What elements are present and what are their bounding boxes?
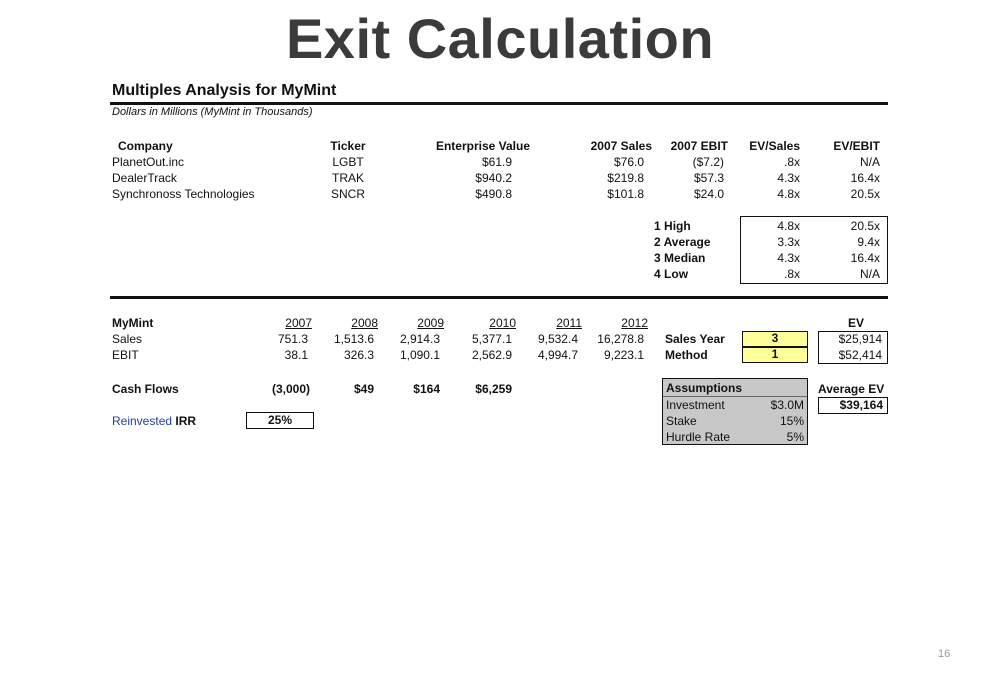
sales-2007: $101.8	[607, 187, 644, 201]
irr-label-group	[112, 414, 196, 428]
ticker: SNCR	[330, 187, 365, 201]
ev-sales: 4.3x	[777, 171, 800, 185]
ebit-2010-value: 2,562.9	[471, 348, 512, 362]
ebit-2012-value: 9,223.1	[603, 348, 644, 362]
cash-flow-2009: $164	[413, 382, 440, 396]
assumption-investment-label: Investment	[666, 398, 725, 412]
ebit-2007-value: 38.1	[284, 348, 308, 362]
section-divider	[110, 296, 888, 299]
year-2007: 2007	[285, 316, 312, 330]
assumption-stake-label: Stake	[666, 414, 697, 428]
ev-sales: 4.8x	[777, 187, 800, 201]
cash-flow-2007: (3,000)	[271, 382, 310, 396]
ebit-2007: $57.3	[693, 171, 724, 185]
col-header-company: Company	[118, 139, 173, 153]
company-name: DealerTrack	[112, 171, 177, 185]
assumptions-rule	[663, 396, 807, 397]
sales-2007-value: 751.3	[277, 332, 308, 346]
enterprise-value: $61.9	[481, 155, 512, 169]
ebit-2007: $24.0	[693, 187, 724, 201]
assumption-stake-value[interactable]: 15%	[779, 414, 804, 428]
cash-flows-label: Cash Flows	[112, 382, 179, 396]
average-ev-value: $39,164	[818, 397, 888, 414]
col-header-sales: 2007 Sales	[590, 139, 652, 153]
stat-high-ev-ebit: 20.5x	[850, 219, 880, 233]
sales-label: Sales	[112, 332, 143, 346]
ev-sales: .8x	[783, 155, 800, 169]
reinvested-label: Reinvested	[112, 414, 173, 428]
year-2012: 2012	[621, 316, 648, 330]
assumption-investment-value[interactable]: $3.0M	[770, 398, 804, 412]
stat-high-ev-sales: 4.8x	[777, 219, 800, 233]
ebit-2008-value: 326.3	[343, 348, 374, 362]
col-header-ebit: 2007 EBIT	[670, 139, 728, 153]
year-2010: 2010	[489, 316, 516, 330]
cash-flow-2010: $6,259	[475, 382, 512, 396]
enterprise-value: $490.8	[475, 187, 512, 201]
year-2009: 2009	[417, 316, 444, 330]
sales-year-input[interactable]: 3	[742, 331, 808, 347]
assumption-hurdle-value[interactable]: 5%	[786, 430, 804, 444]
units-note: Dollars in Millions (MyMint in Thousands)	[112, 106, 313, 118]
ev-ebit: N/A	[859, 155, 880, 169]
method-input[interactable]: 1	[742, 347, 808, 363]
assumptions-title: Assumptions	[666, 381, 743, 395]
col-header-ev-sales: EV/Sales	[749, 139, 800, 153]
year-2011: 2011	[556, 316, 582, 330]
sales-2011-value: 9,532.4	[537, 332, 578, 346]
company-name: PlanetOut.inc	[112, 155, 185, 169]
ev-value-1: $25,914	[838, 332, 882, 346]
year-2008: 2008	[351, 316, 378, 330]
stat-average-ev-ebit: 9.4x	[857, 235, 880, 249]
stat-label-high: 1 High	[654, 219, 691, 233]
stat-low-ev-sales: .8x	[783, 267, 800, 281]
sales-2008-value: 1,513.6	[333, 332, 374, 346]
ev-label: EV	[847, 316, 864, 330]
irr-label: IRR	[175, 414, 197, 428]
sales-2007: $76.0	[613, 155, 644, 169]
ev-ebit: 16.4x	[850, 171, 880, 185]
stat-low-ev-ebit: N/A	[859, 267, 880, 281]
ev-value-2: $52,414	[838, 348, 882, 362]
header-rule	[110, 102, 888, 105]
sales-2012-value: 16,278.8	[597, 332, 644, 346]
irr-value: 25%	[246, 412, 314, 429]
ticker: TRAK	[331, 171, 364, 185]
stat-average-ev-sales: 3.3x	[777, 235, 800, 249]
ebit-2007: ($7.2)	[692, 155, 724, 169]
stat-median-ev-ebit: 16.4x	[850, 251, 880, 265]
stat-label-median: 3 Median	[654, 251, 706, 265]
stat-median-ev-sales: 4.3x	[777, 251, 800, 265]
col-header-ev-ebit: EV/EBIT	[833, 139, 880, 153]
ebit-2009-value: 1,090.1	[399, 348, 440, 362]
average-ev-label: Average EV	[818, 382, 885, 396]
assumption-hurdle-label: Hurdle Rate	[666, 430, 731, 444]
sales-2009-value: 2,914.3	[399, 332, 440, 346]
ebit-2011-value: 4,994.7	[537, 348, 578, 362]
company-name: Synchronoss Technologies	[112, 187, 255, 201]
enterprise-value: $940.2	[475, 171, 512, 185]
sales-year-label: Sales Year	[665, 332, 725, 346]
page-number: 16	[938, 648, 951, 660]
cash-flow-2008: $49	[353, 382, 374, 396]
page-title: Exit Calculation	[285, 7, 715, 70]
mymint-label: MyMint	[112, 316, 154, 330]
sales-2010-value: 5,377.1	[471, 332, 512, 346]
col-header-ticker: Ticker	[330, 139, 366, 153]
stat-label-average: 2 Average	[654, 235, 711, 249]
ticker: LGBT	[332, 155, 364, 169]
sales-2007: $219.8	[607, 171, 644, 185]
ev-ebit: 20.5x	[850, 187, 880, 201]
method-label: Method	[665, 348, 708, 362]
section-title: Multiples Analysis for MyMint	[112, 82, 337, 99]
stat-label-low: 4 Low	[654, 267, 689, 281]
ebit-label: EBIT	[112, 348, 139, 362]
col-header-ev: Enterprise Value	[435, 139, 531, 153]
